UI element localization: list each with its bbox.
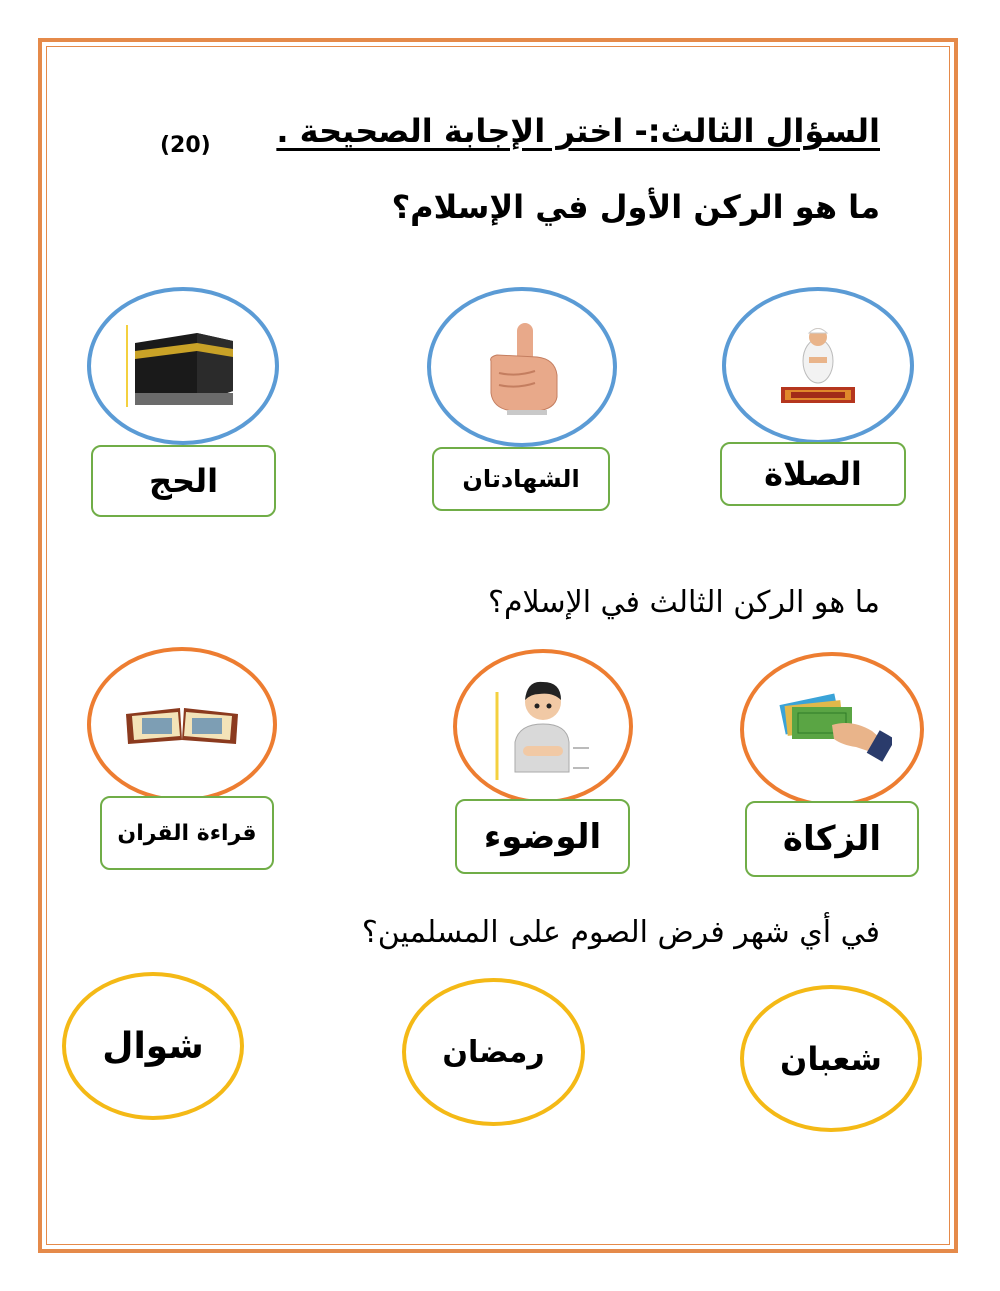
- option-quran-circle[interactable]: [87, 647, 277, 802]
- option-hajj-circle[interactable]: [87, 287, 279, 445]
- question-3-text: في أي شهر فرض الصوم على المسلمين؟: [361, 915, 880, 950]
- option-ramadan-circle[interactable]: [402, 978, 585, 1126]
- raised-finger-icon: [477, 317, 567, 417]
- option-quran-label[interactable]: قراءة القران: [100, 796, 274, 870]
- worksheet-title: السؤال الثالث:- اختر الإجابة الصحيحة .: [276, 112, 880, 150]
- option-hajj-label[interactable]: الحج: [91, 445, 276, 517]
- option-wudu-label[interactable]: الوضوء: [455, 799, 630, 874]
- open-quran-icon: [122, 700, 242, 750]
- ablution-boy-icon: [493, 672, 593, 782]
- kaaba-icon: [123, 321, 243, 411]
- option-shawwal-label: شوال: [102, 1025, 204, 1067]
- option-shaban-label: شعبان: [780, 1039, 882, 1078]
- option-wudu-circle[interactable]: [453, 649, 633, 804]
- option-zakat-label[interactable]: الزكاة: [745, 801, 919, 877]
- option-shahada-circle[interactable]: [427, 287, 617, 447]
- option-zakat-circle[interactable]: [740, 652, 924, 807]
- question-1-text: ما هو الركن الأول في الإسلام؟: [391, 188, 880, 226]
- score-label: (20): [160, 133, 211, 158]
- option-shaban-circle[interactable]: [740, 985, 922, 1132]
- option-ramadan-label: رمضان: [442, 1034, 545, 1070]
- money-hand-icon: [772, 685, 892, 775]
- option-prayer-circle[interactable]: [722, 287, 914, 444]
- option-shawwal-circle[interactable]: [62, 972, 244, 1120]
- prayer-boy-icon: [773, 321, 863, 411]
- option-shahada-label[interactable]: الشهادتان: [432, 447, 610, 511]
- question-2-text: ما هو الركن الثالث في الإسلام؟: [488, 585, 880, 620]
- option-prayer-label[interactable]: الصلاة: [720, 442, 906, 506]
